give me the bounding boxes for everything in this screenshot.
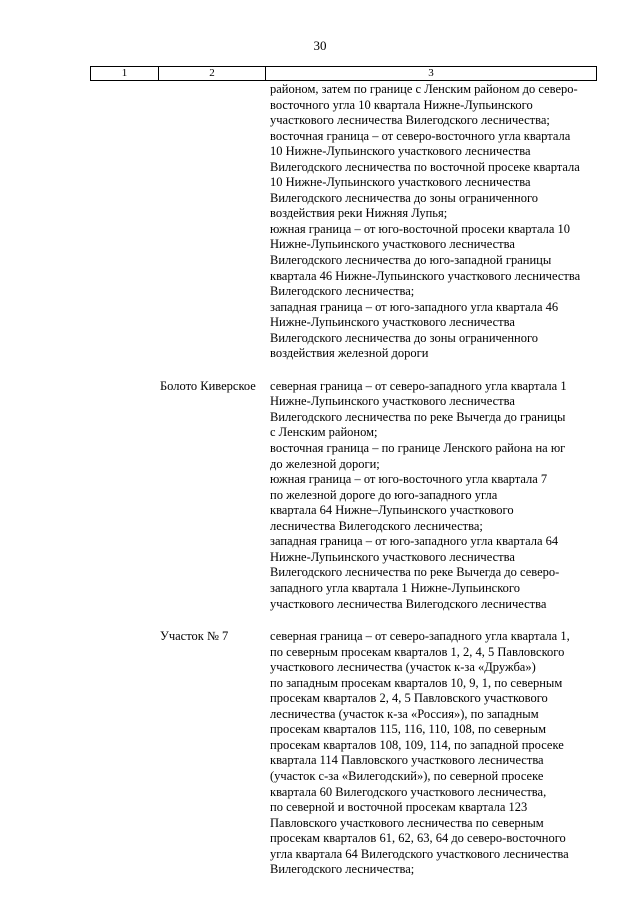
description-line: Вилегодского лесничества до юго-западной границы <box>270 253 552 268</box>
description-line: участкового лесничества Вилегодского лесничества; <box>270 113 550 128</box>
description-line: участкового лесничества Вилегодского лесничества <box>270 596 547 611</box>
description-line: квартала 60 Вилегодского участкового лесничества, <box>270 784 547 799</box>
description-line: западная граница – от юго-западного угла квартала 64 <box>270 534 559 549</box>
table-row <box>0 629 640 878</box>
description-line: по железной дороге до юго-западного угла <box>270 487 498 502</box>
table-header-row <box>91 67 597 81</box>
table-row <box>0 82 640 362</box>
page-number: 30 <box>313 38 327 53</box>
description-line: восточного угла 10 квартала Нижне-Лупьинского <box>270 97 533 112</box>
description-line: по северным просекам кварталов 1, 2, 4, 5 Павловского <box>270 644 565 659</box>
boundary-description <box>270 379 600 612</box>
boundary-description <box>270 82 600 362</box>
description-line: с Ленским районом; <box>270 425 378 440</box>
description-line: северная граница – от северо-западного угла квартала 1 <box>270 378 567 393</box>
description-line: Вилегодского лесничества; <box>270 284 415 299</box>
description-line: просекам кварталов 61, 62, 63, 64 до северо-восточного <box>270 831 566 846</box>
column-header-2: 2 <box>159 67 266 81</box>
description-line: Павловского участкового лесничества по северным <box>270 815 544 830</box>
document-body <box>0 82 640 878</box>
description-line: до железной дороги; <box>270 456 380 471</box>
description-line: западная граница – от юго-западного угла квартала 46 <box>270 299 559 314</box>
description-line: Вилегодского лесничества по восточной просеке квартала <box>270 159 580 174</box>
description-line: квартала 46 Нижне-Лупьинского участкового лесничества <box>270 268 581 283</box>
description-line: 10 Нижне-Лупьинского участкового лесничества <box>270 175 531 190</box>
description-line: Вилегодского лесничества; <box>270 862 415 877</box>
description-line: (участок с-за «Вилегодский»), по северной просеке <box>270 768 544 783</box>
description-line: квартала 114 Павловского участкового лесничества <box>270 753 544 768</box>
description-line: лесничества Вилегодского лесничества; <box>270 518 483 533</box>
description-line: Нижне-Лупьинского участкового лесничества <box>270 394 515 409</box>
description-line: Вилегодского лесничества по реке Вычегда до северо- <box>270 565 560 580</box>
description-line: квартала 64 Нижне–Лупьинского участкового <box>270 503 514 518</box>
table-header <box>90 66 597 81</box>
description-line: Вилегодского лесничества до зоны ограниченного <box>270 330 539 345</box>
description-line: воздействия железной дороги <box>270 346 429 361</box>
description-line: по северной и восточной просекам квартала 123 <box>270 800 528 815</box>
description-line: угла квартала 64 Вилегодского участкового лесничества <box>270 846 569 861</box>
area-name: Болото Киверское <box>160 378 256 393</box>
description-line: восточная граница – по границе Ленского района на юг <box>270 441 566 456</box>
description-line: просекам кварталов 108, 109, 114, по западной просеке <box>270 737 564 752</box>
description-line: Нижне-Лупьинского участкового лесничества <box>270 549 515 564</box>
description-line: южная граница – от юго-восточной просеки квартала 10 <box>270 221 571 236</box>
description-line: просекам кварталов 115, 116, 110, 108, по северным <box>270 722 546 737</box>
description-line: лесничества (участок к-за «Россия»), по западным <box>270 706 539 721</box>
description-line: участкового лесничества (участок к-за «Дружба») <box>270 660 536 675</box>
description-line: просекам кварталов 2, 4, 5 Павловского участкового <box>270 691 548 706</box>
description-line: северная граница – от северо-западного угла квартала 1, <box>270 629 570 644</box>
description-line: воздействия реки Нижняя Лупья; <box>270 206 448 221</box>
table-row <box>0 379 640 612</box>
boundary-description <box>270 629 600 878</box>
description-line: восточная граница – от северо-восточного угла квартала <box>270 128 571 143</box>
description-line: по западным просекам кварталов 10, 9, 1, по северным <box>270 675 563 690</box>
description-line: Нижне-Лупьинского участкового лесничества <box>270 315 515 330</box>
description-line: районом, затем по границе с Ленским районом до северо- <box>270 82 578 96</box>
description-line: южная граница – от юго-восточного угла квартала 7 <box>270 472 548 487</box>
column-header-3: 3 <box>266 67 597 81</box>
column-header-1: 1 <box>91 67 159 81</box>
area-name: Участок № 7 <box>160 629 229 644</box>
description-line: западного угла квартала 1 Нижне-Лупьинского <box>270 580 520 595</box>
description-line: 10 Нижне-Лупьинского участкового лесничества <box>270 144 531 159</box>
description-line: Вилегодского лесничества до зоны ограниченного <box>270 190 539 205</box>
description-line: Вилегодского лесничества по реке Вычегда до границы <box>270 409 566 424</box>
description-line: Нижне-Лупьинского участкового лесничества <box>270 237 515 252</box>
